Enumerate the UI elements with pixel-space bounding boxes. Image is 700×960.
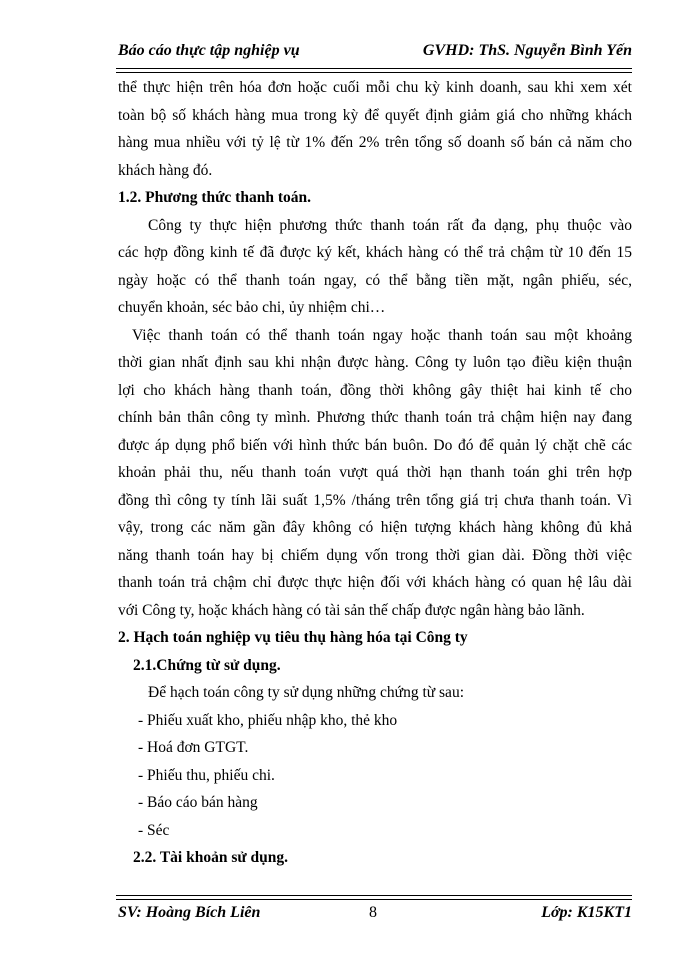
page-number: 8 bbox=[369, 904, 377, 921]
header-supervisor: GVHD: ThS. Nguyễn Bình Yến bbox=[422, 42, 632, 59]
footer-student-name: SV: Hoàng Bích Liên bbox=[118, 904, 261, 921]
text-line: chính bản thân công ty mình. Phương thức thanh toán trả chậm hiện nay đang bbox=[118, 409, 632, 426]
footer-rule-thick bbox=[116, 895, 632, 896]
text-line: Công ty thực hiện phương thức thanh toán rất đa dạng, phụ thuộc vào bbox=[148, 216, 632, 234]
text-line: năng thanh toán hay bị chiếm dụng vốn trong thời gian dài. Đồng thời việc bbox=[118, 546, 632, 564]
text-line: với Công ty, hoặc khách hàng có tài sản thế chấp được ngân hàng bảo lãnh. bbox=[118, 601, 585, 619]
header-rule-thick bbox=[116, 68, 632, 69]
text-line: toàn bộ số khách hàng mua trong kỳ để quyết định giảm giá cho những khách bbox=[118, 106, 632, 124]
text-line: vậy, trong các năm gần đây không có hiện tượng khách hàng không đủ khả bbox=[118, 519, 632, 536]
header-rule-thin bbox=[116, 72, 632, 73]
text-line: được áp dụng phổ biến với hình thức bán buôn. Do đó để quản lý chặt chẽ các bbox=[118, 436, 632, 454]
text-line: Việc thanh toán có thể thanh toán ngay hoặc thanh toán sau một khoảng bbox=[132, 326, 632, 344]
paragraph-payment-terms bbox=[118, 322, 632, 625]
text-line: hàng mua nhiều với tỷ lệ từ 1% đến 2% trên tổng số doanh số bán cả năm cho bbox=[118, 134, 632, 151]
paragraph-payment-methods bbox=[118, 212, 632, 322]
text-line: ngày hoặc có thể thanh toán ngay, có thể bằng tiền mặt, ngân phiếu, séc, bbox=[118, 271, 632, 289]
text-line: khoản phải thu, nếu thanh toán vượt quá thời hạn thanh toán ghi trên hợp bbox=[118, 464, 632, 481]
section-heading-1-2: 1.2. Phương thức thanh toán. bbox=[118, 189, 311, 206]
section-heading-2-2: 2.2. Tài khoản sử dụng. bbox=[133, 849, 289, 866]
section-heading-2: 2. Hạch toán nghiệp vụ tiêu thụ hàng hóa tại Công ty bbox=[118, 629, 468, 646]
footer-rule-thin bbox=[116, 899, 632, 900]
list-item: - Séc bbox=[138, 821, 170, 839]
text-line: đồng thì công ty tính lãi suất 1,5% /tháng trên tổng giá trị chưa thanh toán. Vì bbox=[118, 491, 632, 509]
page-header bbox=[116, 40, 632, 66]
list-item: - Phiếu xuất kho, phiếu nhập kho, thẻ kho bbox=[138, 711, 398, 729]
text-line: thanh toán trả chậm chỉ được thực hiện đối với khách hàng có quan hệ lâu dài bbox=[118, 574, 632, 591]
paragraph-discount-continuation bbox=[118, 74, 632, 184]
list-item: - Phiếu thu, phiếu chi. bbox=[138, 766, 275, 784]
page-footer bbox=[116, 902, 632, 928]
documents-list bbox=[118, 707, 632, 845]
page-body bbox=[118, 74, 632, 872]
list-item: - Báo cáo bán hàng bbox=[138, 794, 258, 811]
text-line: khách hàng đó. bbox=[118, 161, 213, 179]
documents-intro: Để hạch toán công ty sử dụng những chứng từ sau: bbox=[148, 684, 464, 701]
text-line: các hợp đồng kinh tế đã được ký kết, khách hàng có thể trả chậm từ 10 đến 15 bbox=[118, 244, 632, 261]
list-item: - Hoá đơn GTGT. bbox=[138, 739, 249, 756]
text-line: chuyển khoản, séc bảo chi, ủy nhiệm chi… bbox=[118, 299, 386, 316]
footer-class: Lớp: K15KT1 bbox=[541, 904, 632, 921]
header-report-title: Báo cáo thực tập nghiệp vụ bbox=[118, 42, 300, 59]
section-heading-2-1: 2.1.Chứng từ sử dụng. bbox=[133, 656, 281, 674]
text-line: thời gian nhất định sau khi nhận được hàng. Công ty luôn tạo điều kiện thuận bbox=[118, 354, 632, 371]
text-line: lợi cho khách hàng thanh toán, đồng thời không gây thiệt hai kinh tế cho bbox=[118, 381, 632, 399]
text-line: thể thực hiện trên hóa đơn hoặc cuối mỗi chu kỳ kinh doanh, sau khi xem xét bbox=[118, 79, 632, 96]
